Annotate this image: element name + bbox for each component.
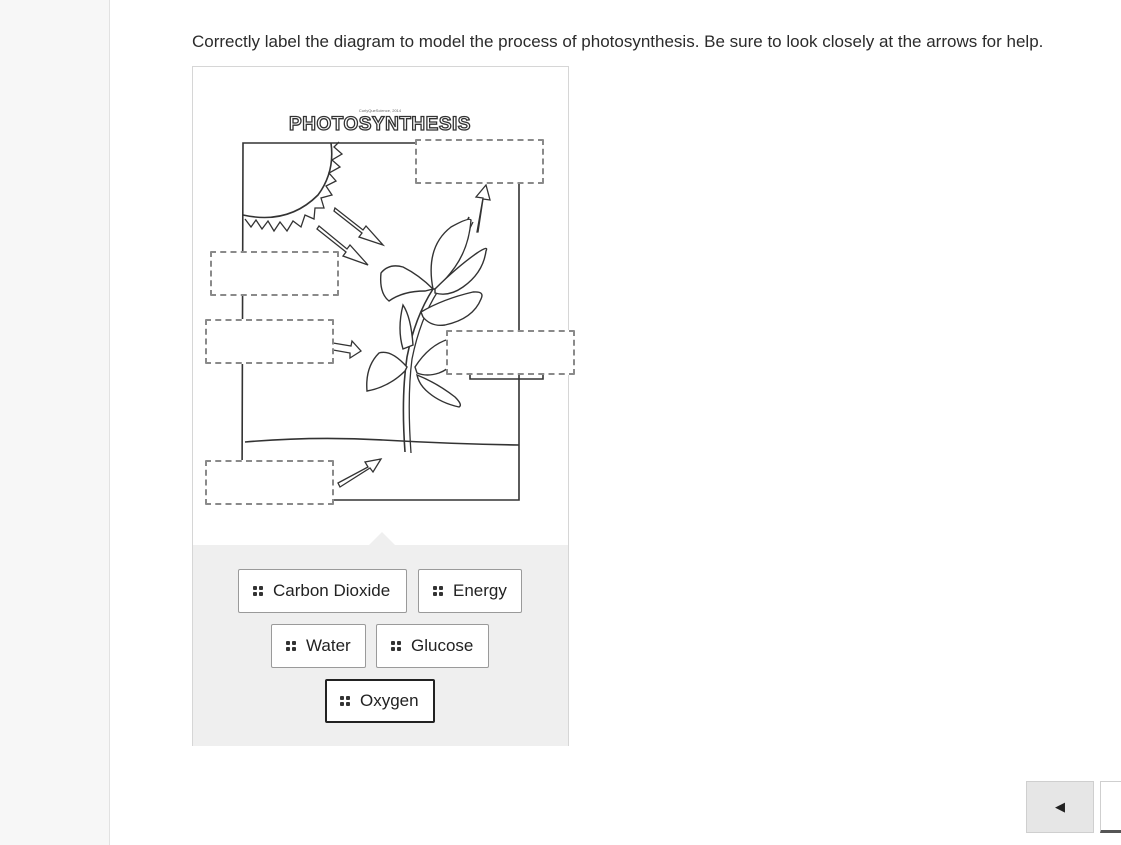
chip-label: Water <box>306 636 351 655</box>
word-bank-pointer <box>369 532 395 545</box>
previous-button[interactable] <box>1026 781 1094 833</box>
chip-oxygen[interactable] <box>325 679 435 723</box>
chip-label: Energy <box>453 581 507 600</box>
drag-handle-icon <box>340 696 350 706</box>
left-sidebar <box>0 0 110 845</box>
photosynthesis-diagram <box>193 67 568 545</box>
chip-carbon-dioxide[interactable] <box>238 569 407 613</box>
chip-label: Oxygen <box>360 691 419 710</box>
drag-handle-icon <box>253 586 263 596</box>
chip-energy[interactable] <box>418 569 522 613</box>
word-bank <box>193 545 568 746</box>
drop-zone-water-target[interactable] <box>205 319 334 364</box>
drop-zone-oxygen-target[interactable] <box>415 139 544 184</box>
drag-handle-icon <box>286 641 296 651</box>
chip-label: Carbon Dioxide <box>273 581 391 600</box>
drag-handle-icon <box>391 641 401 651</box>
question-panel <box>192 66 569 746</box>
chip-glucose[interactable] <box>376 624 489 668</box>
chip-label: Glucose <box>411 636 474 655</box>
drop-zone-carbon-dioxide-target[interactable] <box>205 460 334 505</box>
question-instruction: Correctly label the diagram to model the process of photosynthesis. Be sure to look closely at the arrows for help. <box>192 32 1044 51</box>
diagram-title: PHOTOSYNTHESIS <box>289 114 471 135</box>
drop-zone-glucose-target[interactable] <box>446 330 575 375</box>
chip-water[interactable] <box>271 624 366 668</box>
diagram-credit: CurlyQueScience, 2014 <box>358 108 402 113</box>
drag-handle-icon <box>433 586 443 596</box>
next-button[interactable] <box>1100 781 1121 833</box>
drop-zone-energy-target[interactable] <box>210 251 339 296</box>
triangle-left-icon: ◀ <box>1055 799 1065 814</box>
